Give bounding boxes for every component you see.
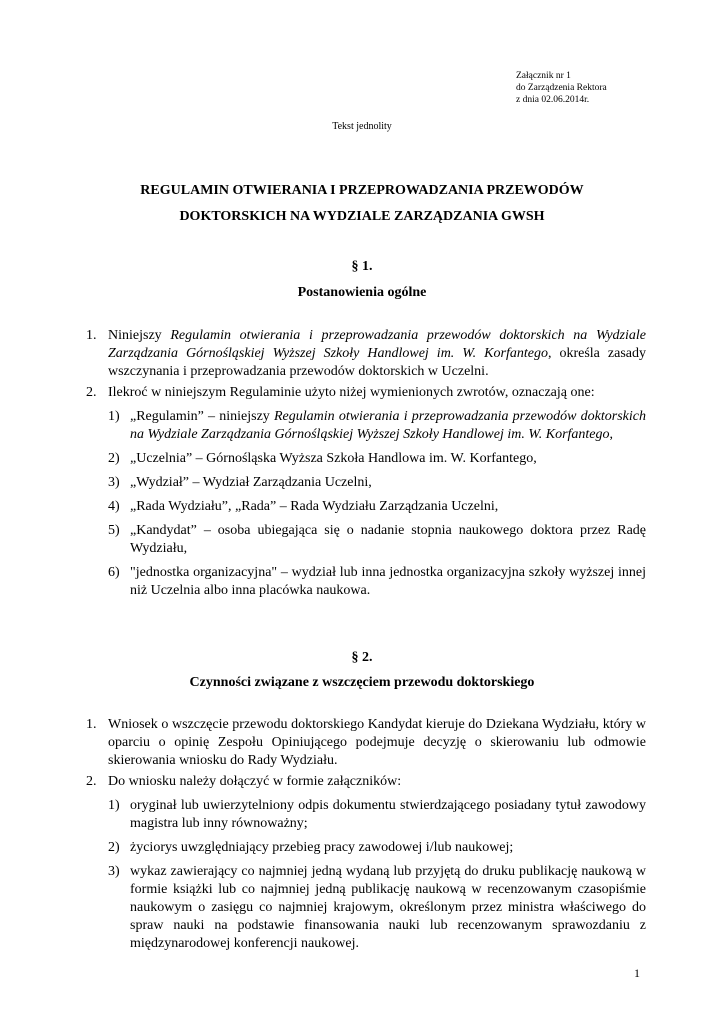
subitem-number: 1) [108, 409, 120, 424]
subitem-number: 2) [108, 840, 120, 855]
subitem-number: 3) [108, 864, 120, 879]
section-1-subitem-2 [86, 450, 646, 468]
item-text: Do wniosku należy dołączyć w formie załączników: [108, 774, 402, 789]
subitem-text: "jednostka organizacyjna" – wydział lub inna jednostka organizacyjna szkoły wyższej innej niż Uczelnia albo inna placówka naukowa. [130, 565, 646, 598]
subitem-text: „Uczelnia” – Górnośląska Wyższa Szkoła Handlowa im. W. Korfantego, [130, 451, 537, 466]
item-number: 2. [86, 774, 97, 789]
subitem-text: życiorys uwzględniający przebieg pracy zawodowej i/lub naukowej; [130, 840, 514, 855]
subitem-text-pre: „Regulamin” – niniejszy [130, 409, 274, 424]
annex-line-2: do Zarządzenia Rektora [516, 83, 607, 93]
annex-note [516, 70, 607, 106]
subitem-text: „Rada Wydziału”, „Rada” – Rada Wydziału Zarządzania Uczelni, [130, 499, 499, 514]
document-title [0, 178, 724, 230]
section-1-item-1 [86, 327, 646, 381]
subitem-text: „Kandydat” – osoba ubiegająca się o nadanie stopnia naukowego doktora przez Radę Wydziału, [130, 523, 646, 556]
section-1-sign: § 1. [351, 259, 373, 274]
subitem-text-post: , [609, 427, 614, 442]
section-2-body [86, 716, 646, 953]
subitem-number: 6) [108, 565, 120, 580]
section-2-sign: § 2. [351, 650, 373, 665]
subitem-number: 4) [108, 499, 120, 514]
section-2-item-1 [86, 716, 646, 770]
section-1-subitem-6 [86, 564, 646, 600]
section-1-heading: Postanowienia ogólne [297, 285, 427, 300]
subitem-text-italic: Regulamin otwierania i przeprowadzania przewodów doktorskich na Wydziale Zarządzania Górnośląskiej Wyższej Szkoły Handlowej im. W. Korfantego [130, 409, 646, 442]
item-text: Ilekroć w niniejszym Regulaminie użyto niżej wymienionych zwrotów, oznaczają one: [108, 385, 595, 400]
unified-text-label: Tekst jednolity [332, 121, 392, 132]
subitem-text: oryginał lub uwierzytelniony odpis dokumentu stwierdzającego posiadany tytuł zawodowy magistra lub inny równoważny; [130, 798, 646, 831]
section-1-body [86, 327, 646, 600]
section-2-heading: Czynności związane z wszczęciem przewodu doktorskiego [189, 675, 535, 690]
item-number: 1. [86, 717, 97, 732]
item-number: 2. [86, 385, 97, 400]
section-2-subitem-1 [86, 797, 646, 833]
section-1-subitem-5 [86, 522, 646, 558]
item-number: 1. [86, 328, 97, 343]
item-text: Wniosek o wszczęcie przewodu doktorskiego Kandydat kieruje do Dziekana Wydziału, który w oparciu o opinię Zespołu Opiniującego podejmuje decyzję o skierowaniu lub odmowie skierowania wniosku do Rady Wydziału. [108, 717, 646, 768]
subitem-number: 3) [108, 475, 120, 490]
subitem-number: 2) [108, 451, 120, 466]
section-2-subitem-3 [86, 863, 646, 953]
subitem-text: wykaz zawierający co najmniej jedną wydaną lub przyjętą do druku publikację naukową w formie książki lub co najmniej jedną publikację naukową w recenzowanym czasopiśmie naukowym o zasięgu co najmniej krajowym, określonym przez ministra właściwego do spraw nauki na podstawie finansowania nauki lub recenzowanym sprawozdaniu z międzynarodowej konferencji naukowej. [130, 864, 646, 951]
section-1-item-2 [86, 384, 646, 402]
subitem-text: „Wydział” – Wydział Zarządzania Uczelni, [130, 475, 372, 490]
section-2-item-2 [86, 773, 646, 791]
subitem-number: 1) [108, 798, 120, 813]
item-text-post: , określa zasady wszczynania i przeprowadzania przewodów doktorskich w Uczelni. [108, 346, 646, 379]
item-text-pre: Niniejszy [108, 328, 171, 343]
title-line-1: REGULAMIN OTWIERANIA I PRZEPROWADZANIA PRZEWODÓW [140, 183, 584, 198]
annex-line-3: z dnia 02.06.2014r. [516, 95, 590, 105]
subitem-number: 5) [108, 523, 120, 538]
item-text-italic: Regulamin otwierania i przeprowadzania przewodów doktorskich na Wydziale Zarządzania Górnośląskiej Wyższej Szkoły Handlowej im. W. Korfantego [108, 328, 646, 361]
section-1-subitem-4 [86, 498, 646, 516]
section-1-subitem-1 [86, 408, 646, 444]
section-2-subitem-2 [86, 839, 646, 857]
annex-line-1: Załącznik nr 1 [516, 71, 571, 81]
section-1-subitem-3 [86, 474, 646, 492]
title-line-2: DOKTORSKICH NA WYDZIALE ZARZĄDZANIA GWSH [179, 209, 545, 224]
page-number: 1 [634, 966, 640, 980]
